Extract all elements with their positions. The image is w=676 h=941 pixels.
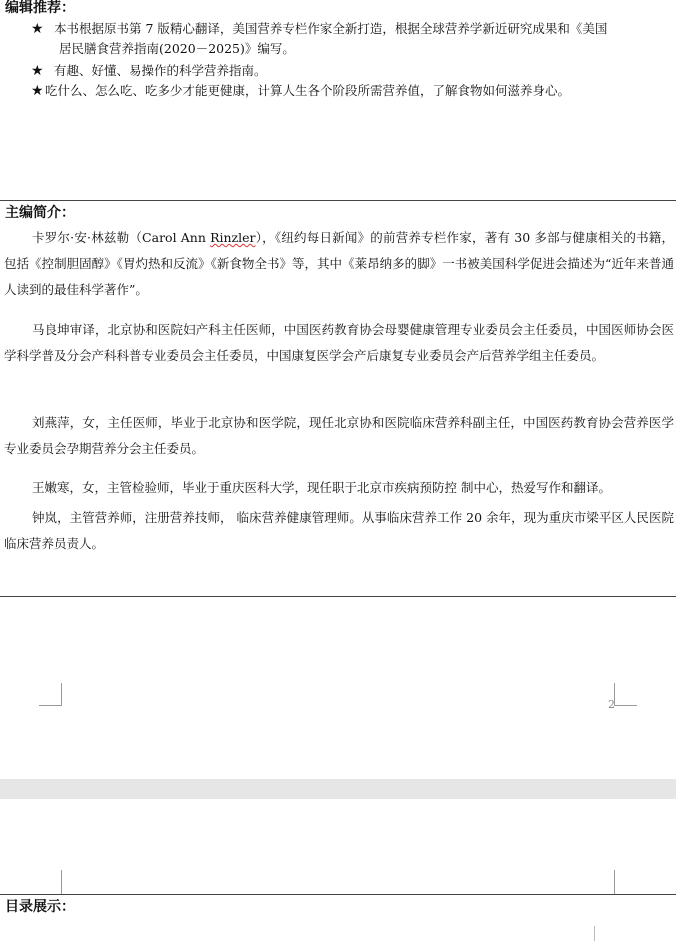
editor-bio: 刘燕萍，女，主任医师，毕业于北京协和医学院，现任北京协和医院临床营养科副主任，中国医药教育协会营养医学专业委员会孕期营养分会主任委员。 (4, 415, 674, 456)
editor-bio: 马良坤审译，北京协和医院妇产科主任医师，中国医药教育协会母婴健康管理专业委员会主任委员，中国医师协会医学科学普及分会产科科普专业委员会主任委员，中国康复医学会产后康复专业委员会产后营养学组主任委员。 (4, 322, 674, 363)
list-item (0, 61, 676, 81)
crop-mark (39, 870, 62, 894)
section-divider (0, 894, 676, 895)
recommendation-text: 吃什么、怎么吃、吃多少才能更健康，计算人生各个阶段所需营养值，了解食物如何滋养身心。 (45, 83, 571, 98)
section-divider (0, 200, 676, 201)
recommendation-text: 本书根据原书第 7 版精心翻译，美国营养专栏作家全新打造，根据全球营养学新近研究成果和《美国 (54, 21, 608, 36)
editor-recommendation-heading: 编辑推荐： (5, 0, 75, 16)
spellcheck-word: Rinzler (210, 230, 256, 245)
star-icon: ★ (31, 63, 44, 79)
page-number: 2 (608, 698, 615, 711)
recommendation-text: 有趣、好懂、易操作的科学营养指南。 (54, 63, 267, 78)
editor-bio: 王嫩寒，女，主管检验师，毕业于重庆医科大学，现任职于北京市疾病预防控 制中心，热爱写作和翻译。 (32, 480, 611, 495)
bio-text: ），《纽约每日新闻》的前营养专栏作家，著有 30 多部与健康相关的书籍，包括《控制胆固醇》《胃灼热和反流》《新食物全书》等，其中《莱昂纳多的脚》一书被美国科学促进会描述为“近年来普通人读到的最佳科学著作”。 (4, 230, 674, 297)
section-divider (0, 596, 676, 597)
crop-mark (614, 683, 637, 706)
crop-mark (614, 870, 637, 894)
bio-text: 卡罗尔·安·林兹勒（Carol Ann (32, 230, 211, 245)
star-icon: ★ (31, 83, 44, 99)
text-cursor (594, 926, 595, 941)
page-break-gap (0, 779, 676, 799)
list-item (0, 18, 676, 60)
editors-heading: 主编简介： (5, 205, 75, 221)
editor-bio: 钟岚，主管营养师，注册营养技师， 临床营养健康管理师。从事临床营养工作 20 余年，现为重庆市梁平区人民医院临床营养员责人。 (4, 510, 674, 551)
recommendation-text: 居民膳食营养指南(2020－2025)》编写。 (59, 41, 295, 56)
toc-heading: 目录展示： (5, 899, 75, 915)
list-item (0, 81, 676, 101)
crop-mark (39, 683, 62, 706)
star-icon: ★ (31, 21, 44, 37)
editor-bio (4, 225, 674, 303)
